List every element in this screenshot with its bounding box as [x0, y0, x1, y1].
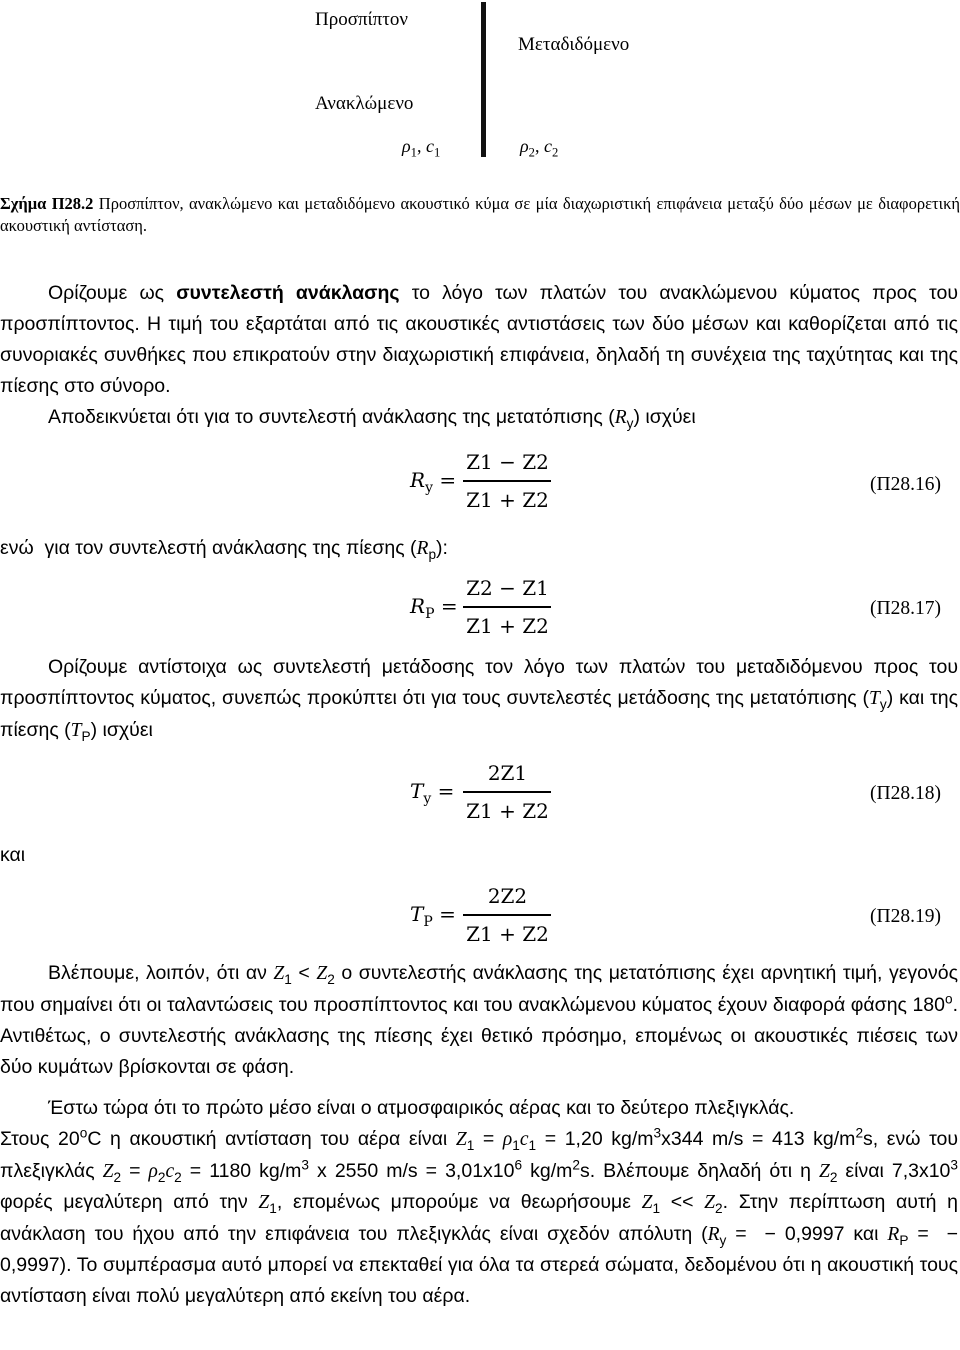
medium-1-label: $\rho_1$, $c_1$ [402, 136, 441, 160]
eq18-fraction-line [463, 791, 551, 793]
caption-text: Προσπίπτον, ανακλώμενο και μεταδιδόμενο ακουστικό κύμα σε μία διαχωριστική επιφάνεια μεταξύ δύο μέσων με διαφορετική ακουστική αντίσταση. [0, 194, 960, 235]
eq19-fraction-line [463, 914, 551, 916]
figure-caption [0, 193, 960, 237]
eq16-number: (Π28.16) [870, 474, 941, 495]
eq19-numerator: 2Z2 [487, 884, 528, 908]
eq17-numerator: Z2 − Z1 [466, 576, 549, 600]
eq17-fraction-line [463, 606, 551, 608]
para1-lead: Ορίζουμε ως [48, 282, 165, 304]
eq17-number: (Π28.17) [870, 598, 941, 619]
and-word: και [0, 844, 26, 866]
incident-label: Προσπίπτον [315, 9, 408, 30]
medium-2-label: $\rho_2$, $c_2$ [520, 136, 559, 160]
eq18-numerator: 2Z1 [487, 761, 528, 785]
eq16-lhs: $R_y$ = [410, 468, 457, 496]
paragraph-plexiglass-example: Στους 20$^o$C η ακουστική αντίσταση του αέρα είναι $Z_1 = \rho_1c_1 = 1,20$ $kg/m^3x344$ m/s = 413 $kg/m^2s$, ενώ του πλεξιγκλάς $Z_2 = \rho_2c_2 = 1180$ $kg/m^3$ x 2550 $m/s = 3,01x10^6$ $kg/m^2s$. Βλέπουμε δηλαδή ότι η $Z_2$ είναι $7,3x10^3$ φορές μεγαλύτερη από την $Z_1$, επομένως μπορούμε να θεωρήσουμε $Z_1 << Z_2$. Στην περίπτωση αυτή η ανάκλαση του ήχου από την επιφάνεια του πλεξιγκλάς είναι σχεδόν απόλυτη ($R_y$ = − 0,9997 και $R_P$ = − 0,9997). Το συμπέρασμα αυτό μπορεί να επεκταθεί για όλα τα στερεά σώματα, δεδομένου ότι η ακουστική τους αντίσταση είναι πολύ μεγαλύτερη από εκείνη του αέρα. [0, 1125, 959, 1307]
eq19-denominator: Z1 + Z2 [466, 922, 549, 946]
eq18-denominator: Z1 + Z2 [466, 799, 549, 823]
para1-rest: το λόγο των πλατών του ανακλώμενου κύματος προς του προσπίπτοντος. Η τιμή του εξαρτάται από τις ακουστικές αντιστάσεις των δύο μέσων και καθορίζεται από τις συνοριακές συνθήκες που επικρατούν στην διαχωριστική επιφάνεια, δηλαδή τη συνέχεια της ταχύτητας και της πίεσης στο σύνορο. [0, 282, 958, 397]
paragraph-transmission-definition: Ορίζουμε αντίστοιχα ως συντελεστή μετάδοσης τον λόγο των πλατών του μεταδιδόμενου προς του προσπίπτοντος κύματος, συνεπώς προκύπτει ότι για τους συντελεστές μετάδοσης της μετατόπισης $(T_y)$ και της πίεσης $(T_P)$ ισχύει [0, 656, 958, 744]
paragraph-ry-intro: Αποδεικνύεται ότι για το συντελεστή ανάκλασης της μετατόπισης $(R_y)$ ισχύει [48, 406, 696, 431]
eq16-fraction-line [463, 480, 551, 482]
eq17-lhs: $R_P$ = [410, 594, 458, 622]
interface-boundary-line [481, 2, 486, 157]
eq17-denominator: Z1 + Z2 [466, 614, 549, 638]
eq16-denominator: Z1 + Z2 [466, 488, 549, 512]
eq18-lhs: $T_y$ = [410, 779, 455, 807]
eq16-numerator: Z1 − Z2 [466, 450, 549, 474]
eq18-number: (Π28.18) [870, 783, 941, 804]
transmitted-label: Μεταδιδόμενο [518, 34, 630, 55]
paragraph-example-intro: Έστω τώρα ότι το πρώτο μέσο είναι ο ατμοσφαιρικός αέρας και το δεύτερο πλεξιγκλάς. [48, 1097, 795, 1119]
eq19-lhs: $T_P$ = [410, 902, 456, 930]
paragraph-reflection-definition [0, 278, 958, 402]
paragraph-rp-intro: ενώ για τον συντελεστή ανάκλασης της πίεσης $(R_p)$: [0, 537, 448, 562]
reflected-label: Ανακλώμενο [315, 93, 414, 114]
eq19-number: (Π28.19) [870, 906, 941, 927]
paragraph-phase-discussion: Βλέπουμε, λοιπόν, ότι αν $Z_1 < Z_2$ ο συντελεστής ανάκλασης της μετατόπισης έχει αρνητική τιμή, γεγονός που σημαίνει ότι οι ταλαντώσεις του προσπίπτοντος και του ανακλώμενου κύματος έχουν διαφορά φάσης 180$^o$. Αντιθέτως, ο συντελεστής ανάκλασης της πίεσης έχει θετικό πρόσημο, επομένως οι ακουστικές πιέσεις των δύο κυμάτων βρίσκονται σε φάση. [0, 962, 958, 1078]
caption-label: Σχήμα Π28.2 [0, 194, 94, 213]
para1-bold-term: συντελεστή ανάκλασης [176, 282, 400, 304]
